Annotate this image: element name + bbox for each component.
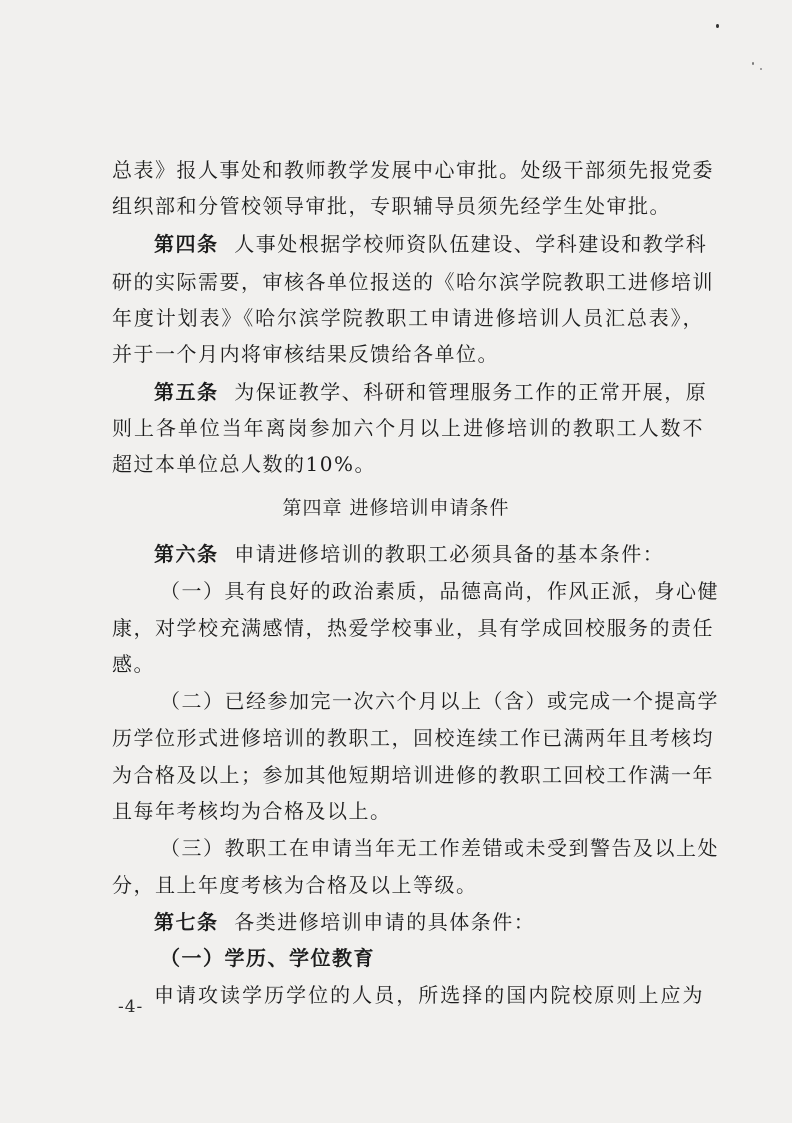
paragraph-line: 年度计划表》《哈尔滨学院教职工申请进修培训人员汇总表》， [112, 306, 704, 330]
scan-speck [760, 68, 762, 70]
paragraph-line: 总表》报人事处和教师教学发展中心审批。处级干部须先报党委 [112, 158, 714, 182]
chapter-heading: 第四章 进修培训申请条件 [282, 497, 510, 519]
paragraph-line: 为合格及以上；参加其他短期培训进修的教职工回校工作满一年 [112, 763, 714, 787]
article-4-line [154, 226, 708, 262]
article-7-text: 各类进修培训申请的具体条件： [234, 910, 536, 934]
article-7-line [154, 904, 704, 940]
paragraph-line: （二）已经参加完一次六个月以上（含）或完成一个提高学 [160, 689, 719, 713]
paragraph-line: 并于一个月内将审核结果反馈给各单位。 [112, 342, 499, 366]
article-7-label: 第七条 [154, 910, 219, 934]
article-5-label: 第五条 [154, 380, 219, 404]
paragraph-line: 则上各单位当年离岗参加六个月以上进修培训的教职工人数不 [112, 416, 704, 440]
paragraph-line: （一）具有良好的政治素质，品德高尚，作风正派，身心健 [160, 579, 719, 603]
paragraph-line: 分，且上年度考核为合格及以上等级。 [112, 873, 478, 897]
article-4-text: 人事处根据学校师资队伍建设、学科建设和教学科 [234, 232, 708, 256]
paragraph-line: 感。 [112, 652, 155, 676]
paragraph-line: 且每年考核均为合格及以上。 [112, 799, 392, 823]
article-6-text: 申请进修培训的教职工必须具备的基本条件： [234, 542, 665, 566]
scan-speck [752, 62, 754, 65]
subsection-heading: （一）学历、学位教育 [160, 946, 375, 970]
page-number: -4- [118, 997, 144, 1017]
article-6-line [154, 536, 704, 572]
paragraph-line: 历学位形式进修培训的教职工，回校连续工作已满两年且考核均 [112, 726, 714, 750]
paragraph-line: （三）教职工在申请当年无工作差错或未受到警告及以上处 [160, 836, 719, 860]
paragraph-line: 超过本单位总人数的10%。 [112, 452, 376, 476]
article-5-text: 为保证教学、科研和管理服务工作的正常开展，原 [234, 380, 708, 404]
article-4-label: 第四条 [154, 232, 219, 256]
article-5-line [154, 374, 708, 410]
paragraph-line: 康，对学校充满感情，热爱学校事业，具有学成回校服务的责任 [112, 616, 714, 640]
paragraph-line: 研的实际需要，审核各单位报送的《哈尔滨学院教职工进修培训 [112, 270, 714, 294]
paragraph-line: 组织部和分管校领导审批，专职辅导员须先经学生处审批。 [112, 194, 671, 218]
article-6-label: 第六条 [154, 542, 219, 566]
paragraph-line: 申请攻读学历学位的人员，所选择的国内院校原则上应为 [154, 983, 704, 1007]
scan-speck [716, 24, 719, 28]
